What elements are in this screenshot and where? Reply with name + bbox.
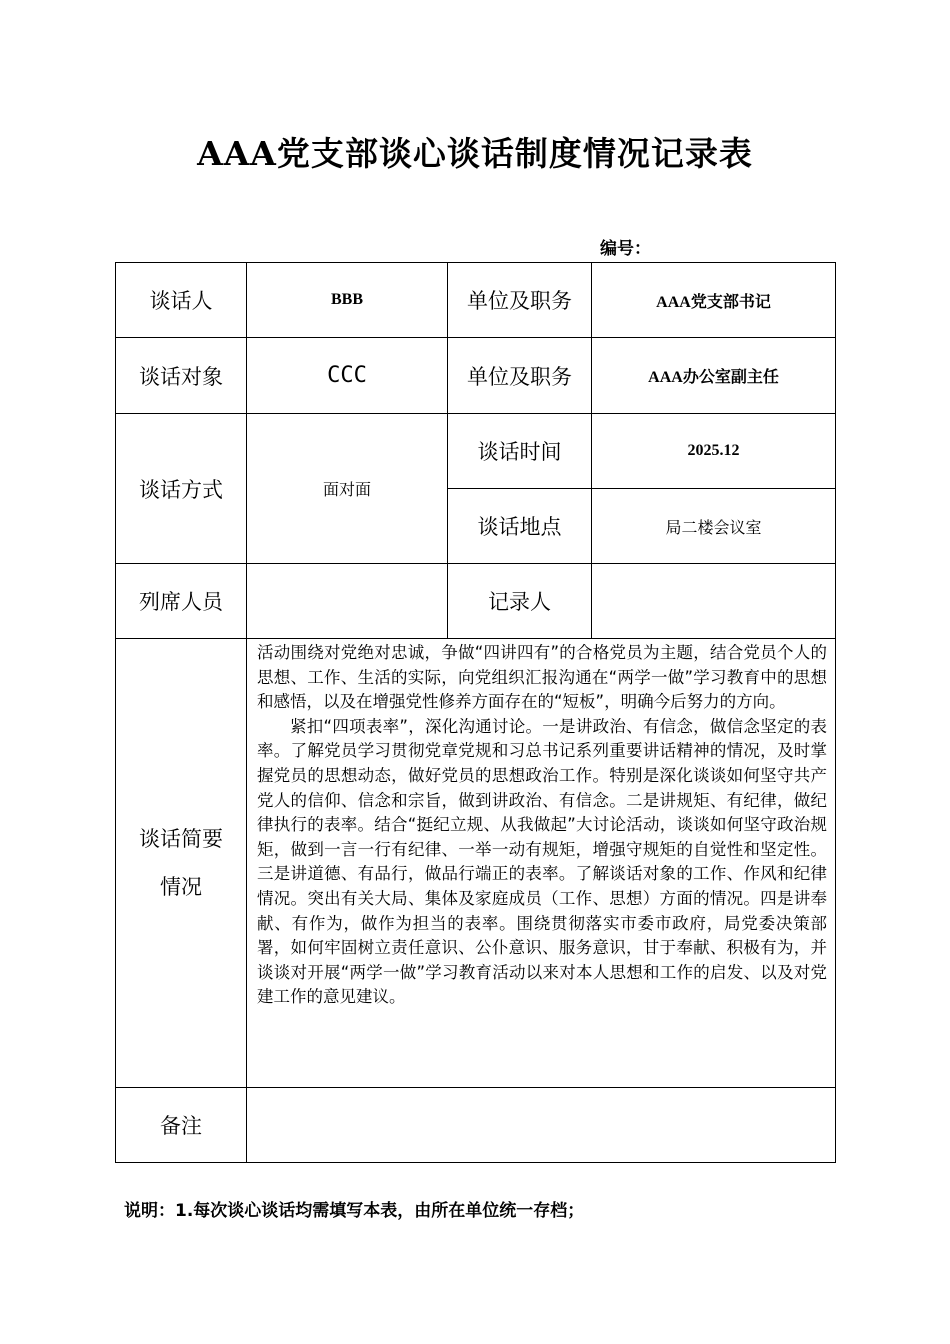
remarks-label: 备注 [116,1088,247,1163]
summary-paragraph-1: 活动围绕对党绝对忠诚，争做“四讲四有”的合格党员为主题，结合党员个人的思想、工作、生活的实际，向党组织汇报沟通在“两学一做”学习教育中的思想和感悟，以及在增强党性修养方面存在的“短板”，明确今后努力的方向。 [257,643,827,712]
summary-content-cell [247,639,836,1088]
attendees-label: 列席人员 [116,564,247,639]
target-unit-position-label: 单位及职务 [448,338,592,414]
summary-text [247,639,835,1010]
summary-label-cell [116,639,247,1088]
table-row [116,414,836,489]
speaker-unit-position-value: AAA党支部书记 [592,263,836,338]
summary-paragraph-2: 紧扣“四项表率”，深化沟通讨论。一是讲政治、有信念，做信念坚定的表率。了解党员学习贯彻党章党规和习总书记系列重要讲话精神的情况，及时掌握党员的思想动态，做好党员的思想政治工作。特别是深化谈谈如何坚守共产党人的信仰、信念和宗旨，做到讲政治、有信念。二是讲规矩、有纪律，做纪律执行的表率。结合“挺纪立规、从我做起”大讨论活动，谈谈如何坚守政治规矩，做到一言一行有纪律、一举一动有规矩，增强守规矩的自觉性和坚定性。三是讲道德、有品行，做品行端正的表率。了解谈话对象的工作、作风和纪律情况。突出有关大局、集体及家庭成员（工作、思想）方面的情况。四是讲奉献、有作为，做作为担当的表率。围绕贯彻落实市委市政府，局党委决策部署，如何牢固树立责任意识、公仆意识、服务意识，甘于奉献、积极有为，并谈谈对开展“两学一做”学习教育活动以来对本人思想和工作的启发、以及对党建工作的意见建议。 [257,716,827,1007]
time-label: 谈话时间 [448,414,592,489]
target-label: 谈话对象 [116,338,247,414]
place-label: 谈话地点 [448,489,592,564]
table-row [116,263,836,338]
target-unit-position-value: AAA办公室副主任 [592,338,836,414]
table-row [116,1088,836,1163]
speaker-value: BBB [247,263,448,338]
summary-label-line-1: 谈话简要 [139,827,223,851]
table-row [116,564,836,639]
talk-record-table [115,262,836,1163]
table-row [116,639,836,1088]
footer-note: 说明：1.每次谈心谈话均需填写本表，由所在单位统一存档； [124,1201,585,1221]
summary-label-line-2: 情况 [160,875,202,899]
recorder-value [592,564,836,639]
target-value: CCC [247,338,448,414]
attendees-value [247,564,448,639]
recorder-label: 记录人 [448,564,592,639]
serial-number-label: 编号： [600,239,651,259]
place-value: 局二楼会议室 [592,489,836,564]
remarks-value [247,1088,836,1163]
speaker-unit-position-label: 单位及职务 [448,263,592,338]
time-value: 2025.12 [592,414,836,489]
method-label: 谈话方式 [116,414,247,564]
method-value: 面对面 [247,414,448,564]
speaker-label: 谈话人 [116,263,247,338]
document-title: AAA党支部谈心谈话制度情况记录表 [197,134,753,173]
table-row [116,338,836,414]
